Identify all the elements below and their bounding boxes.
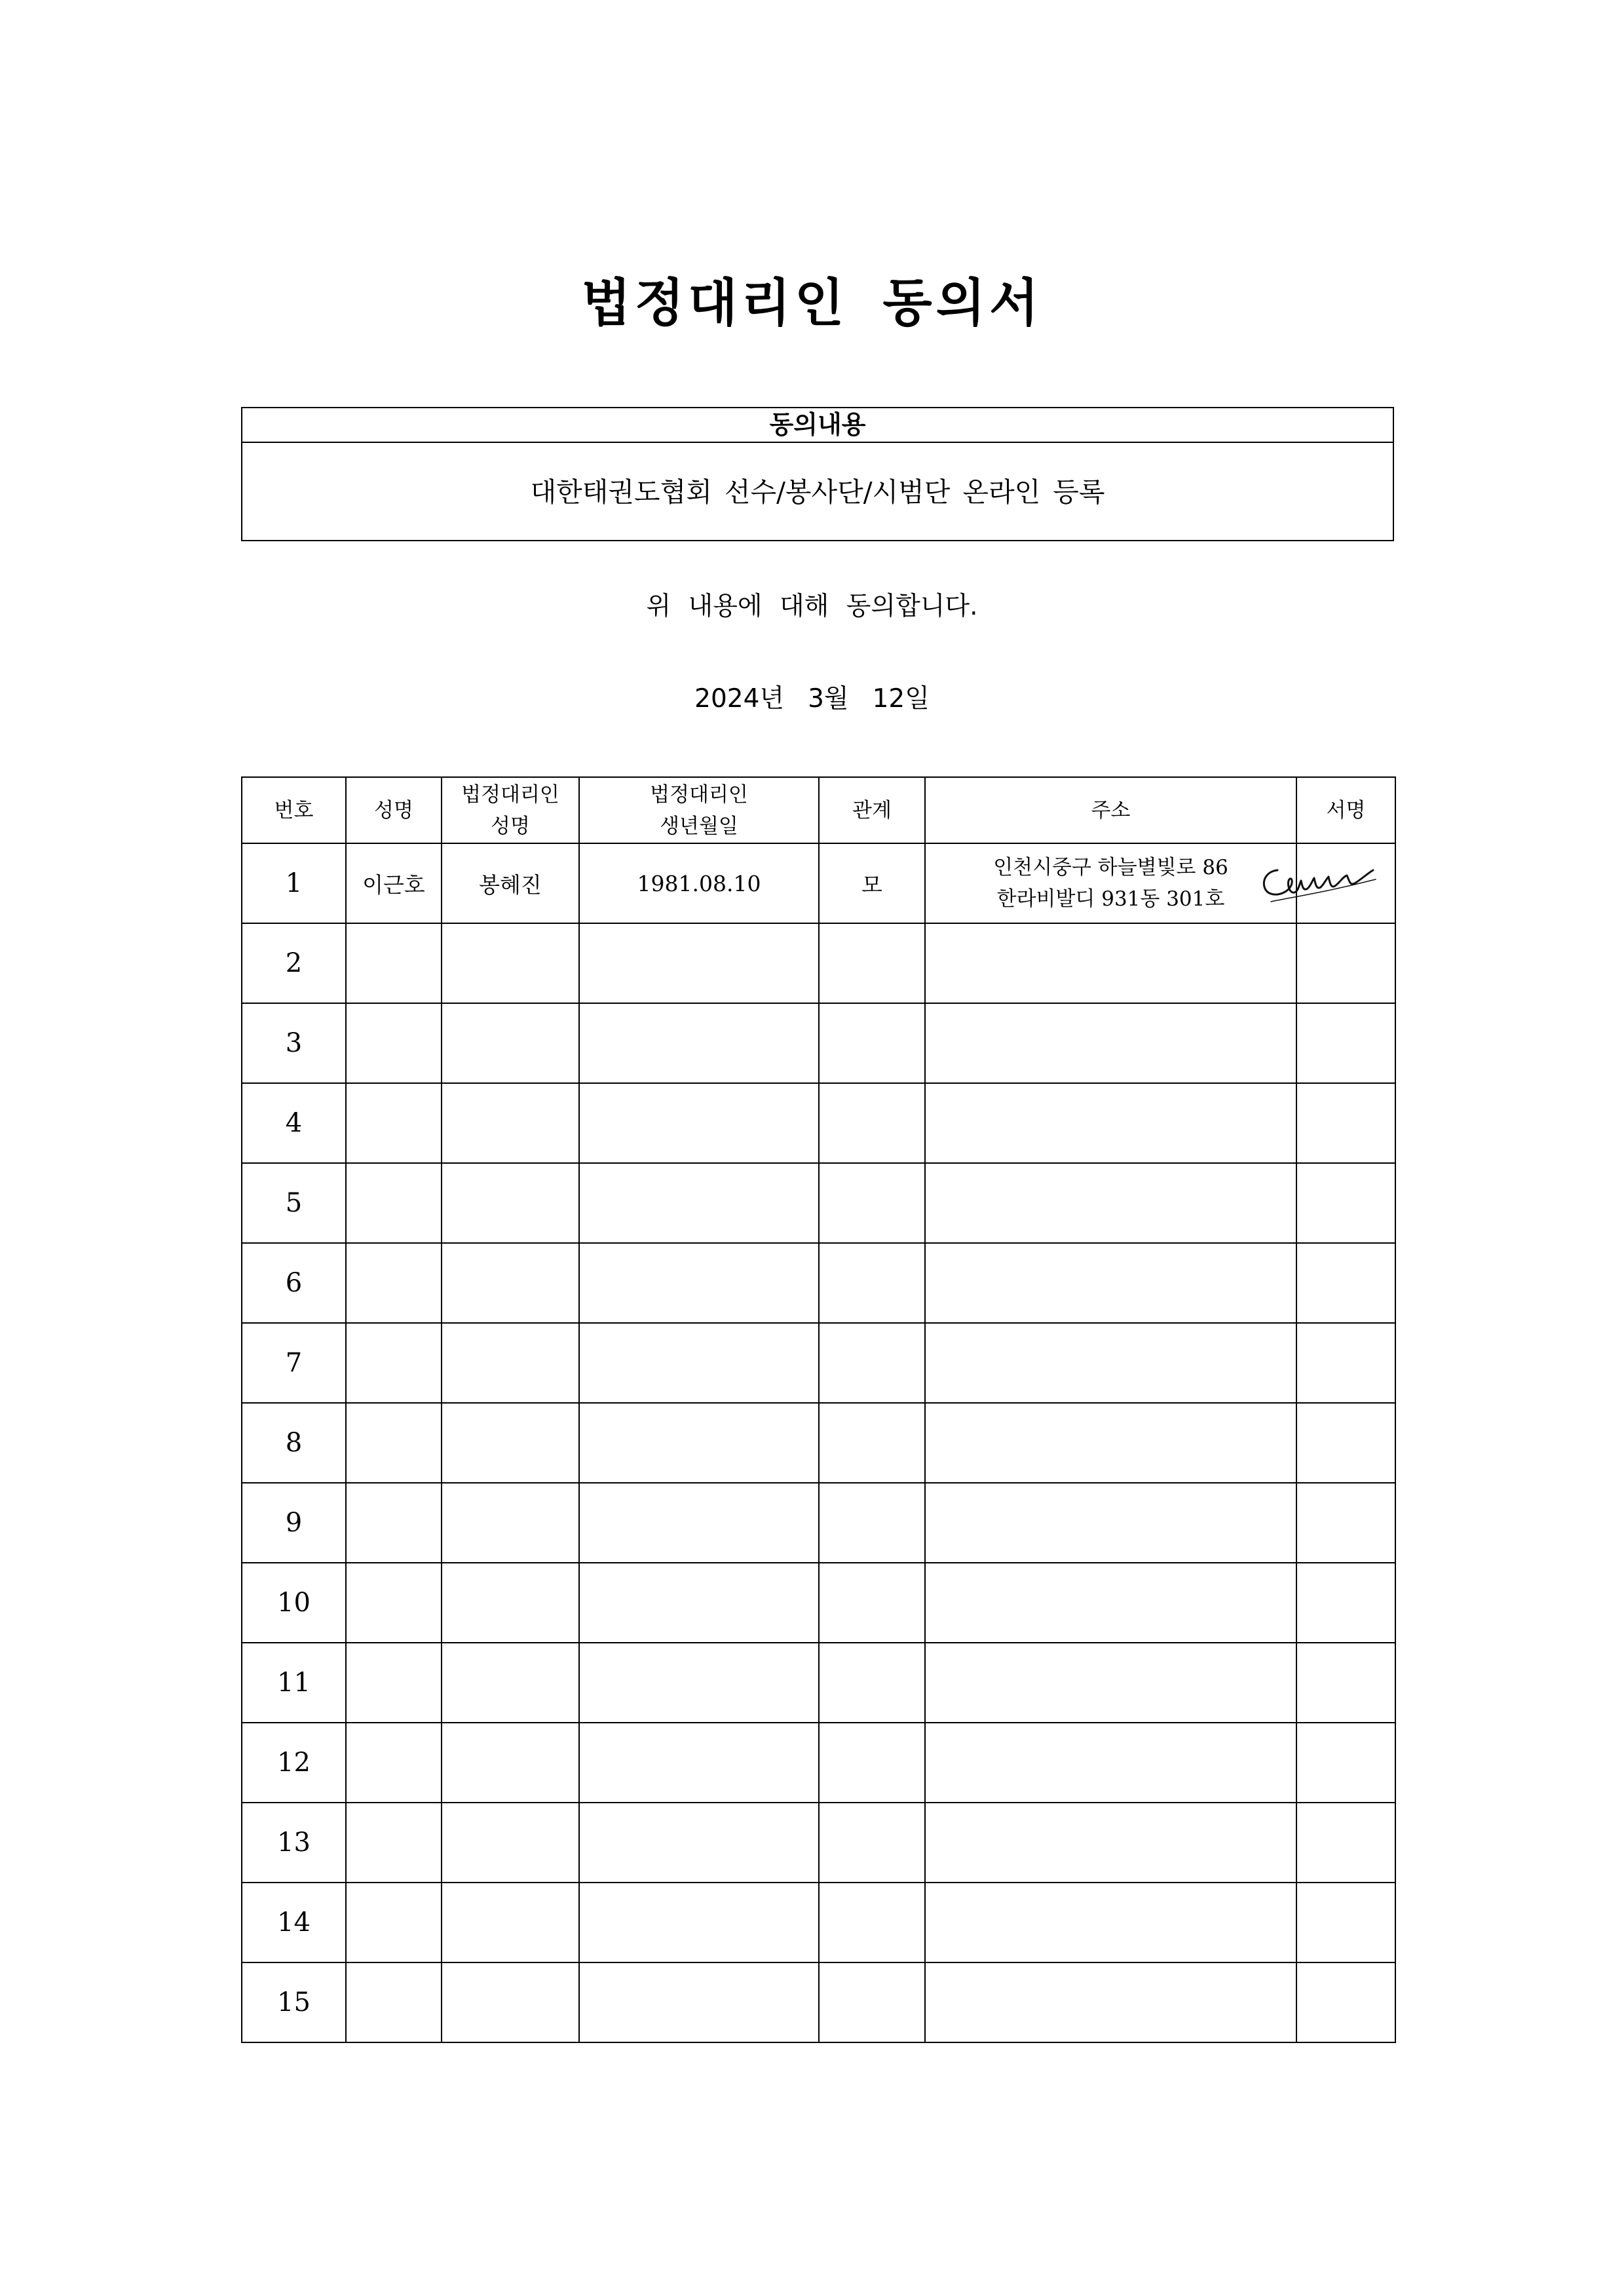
- cell-name[interactable]: [346, 1403, 442, 1483]
- table-row: [242, 1723, 1395, 1803]
- header-name: 성명: [346, 777, 442, 843]
- header-relation: 관계: [819, 777, 925, 843]
- cell-address[interactable]: [925, 1243, 1296, 1323]
- cell-no: 10: [242, 1563, 346, 1643]
- cell-guardian-birth[interactable]: [579, 1403, 819, 1483]
- cell-no: 5: [242, 1163, 346, 1243]
- cell-address[interactable]: [925, 1403, 1296, 1483]
- cell-address[interactable]: [925, 1883, 1296, 1962]
- cell-guardian-name[interactable]: [442, 1243, 579, 1323]
- cell-name[interactable]: [346, 1163, 442, 1243]
- cell-guardian-name[interactable]: [442, 1563, 579, 1643]
- cell-guardian-name[interactable]: [442, 1883, 579, 1962]
- cell-address[interactable]: [925, 1563, 1296, 1643]
- cell-guardian-birth[interactable]: [579, 1803, 819, 1883]
- date-day: 12일: [872, 684, 930, 714]
- cell-signature[interactable]: [1296, 843, 1395, 923]
- cell-name[interactable]: [346, 923, 442, 1003]
- handwritten-signature: [1251, 851, 1415, 916]
- consent-box: [241, 407, 1394, 541]
- cell-no: 8: [242, 1403, 346, 1483]
- cell-no: 4: [242, 1083, 346, 1163]
- table-row: [242, 1323, 1395, 1403]
- cell-guardian-birth[interactable]: [579, 1723, 819, 1803]
- cell-name[interactable]: 이근호: [346, 843, 442, 923]
- cell-relation[interactable]: [819, 1243, 925, 1323]
- cell-guardian-birth[interactable]: 1981.08.10: [579, 843, 819, 923]
- consent-header: 동의내용: [242, 408, 1393, 443]
- cell-relation[interactable]: [819, 1323, 925, 1403]
- cell-guardian-name[interactable]: [442, 1643, 579, 1723]
- cell-signature[interactable]: [1296, 1643, 1395, 1723]
- table-header-row: [242, 777, 1395, 843]
- table-row: [242, 1163, 1395, 1243]
- header-guardian-name: 법정대리인 성명: [442, 777, 579, 843]
- cell-name[interactable]: [346, 1962, 442, 2042]
- cell-guardian-birth[interactable]: [579, 1003, 819, 1083]
- cell-guardian-birth[interactable]: [579, 1323, 819, 1403]
- cell-signature[interactable]: [1296, 1563, 1395, 1643]
- cell-relation[interactable]: [819, 1003, 925, 1083]
- cell-signature[interactable]: [1296, 1962, 1395, 2042]
- cell-guardian-name[interactable]: [442, 1723, 579, 1803]
- cell-name[interactable]: [346, 1083, 442, 1163]
- cell-address[interactable]: 인천시중구 하늘별빛로 86 한라비발디 931동 301호: [925, 843, 1296, 923]
- cell-no: 9: [242, 1483, 346, 1563]
- cell-guardian-name[interactable]: [442, 1803, 579, 1883]
- date-month: 3월: [808, 684, 849, 714]
- cell-relation[interactable]: [819, 1483, 925, 1563]
- table-row: [242, 1083, 1395, 1163]
- cell-name[interactable]: [346, 1643, 442, 1723]
- cell-name[interactable]: [346, 1803, 442, 1883]
- cell-signature[interactable]: [1296, 923, 1395, 1003]
- cell-address[interactable]: [925, 1003, 1296, 1083]
- cell-guardian-name[interactable]: [442, 1483, 579, 1563]
- cell-name[interactable]: [346, 1563, 442, 1643]
- header-signature: 서명: [1296, 777, 1395, 843]
- cell-guardian-name[interactable]: [442, 1163, 579, 1243]
- cell-guardian-name[interactable]: [442, 1083, 579, 1163]
- cell-guardian-birth[interactable]: [579, 1883, 819, 1962]
- cell-signature[interactable]: [1296, 1083, 1395, 1163]
- table-row: [242, 1563, 1395, 1643]
- cell-relation[interactable]: 모: [819, 843, 925, 923]
- date-year: 2024년: [694, 684, 785, 714]
- cell-no: 14: [242, 1883, 346, 1962]
- cell-signature[interactable]: [1296, 1323, 1395, 1403]
- cell-guardian-birth[interactable]: [579, 1243, 819, 1323]
- cell-guardian-birth[interactable]: [579, 1962, 819, 2042]
- cell-no: 7: [242, 1323, 346, 1403]
- table-row: [242, 1803, 1395, 1883]
- cell-address[interactable]: [925, 1962, 1296, 2042]
- cell-relation[interactable]: [819, 1083, 925, 1163]
- table-row: [242, 1643, 1395, 1723]
- table-row: [242, 1883, 1395, 1962]
- cell-no: 1: [242, 843, 346, 923]
- cell-relation[interactable]: [819, 1803, 925, 1883]
- table-row: [242, 1243, 1395, 1323]
- consent-content: 대한태권도협회 선수/봉사단/시범단 온라인 등록: [530, 476, 1105, 508]
- cell-no: 6: [242, 1243, 346, 1323]
- table-row: [242, 843, 1395, 923]
- cell-guardian-name[interactable]: [442, 1962, 579, 2042]
- document-title: 법정대리인 동의서: [581, 274, 1043, 333]
- cell-no: 3: [242, 1003, 346, 1083]
- cell-relation[interactable]: [819, 1563, 925, 1643]
- cell-guardian-birth[interactable]: [579, 1483, 819, 1563]
- cell-signature[interactable]: [1296, 1483, 1395, 1563]
- cell-relation[interactable]: [819, 1643, 925, 1723]
- date-line: [0, 678, 1624, 715]
- cell-name[interactable]: [346, 1243, 442, 1323]
- cell-no: 13: [242, 1803, 346, 1883]
- cell-guardian-birth[interactable]: [579, 1563, 819, 1643]
- cell-name[interactable]: [346, 1883, 442, 1962]
- cell-no: 12: [242, 1723, 346, 1803]
- cell-relation[interactable]: [819, 1883, 925, 1962]
- cell-no: 11: [242, 1643, 346, 1723]
- cell-guardian-name[interactable]: [442, 1003, 579, 1083]
- cell-relation[interactable]: [819, 1163, 925, 1243]
- cell-signature[interactable]: [1296, 1403, 1395, 1483]
- cell-address[interactable]: [925, 1803, 1296, 1883]
- cell-address[interactable]: [925, 1723, 1296, 1803]
- cell-guardian-name[interactable]: [442, 923, 579, 1003]
- cell-name[interactable]: [346, 1483, 442, 1563]
- cell-guardian-name[interactable]: [442, 1323, 579, 1403]
- cell-signature[interactable]: [1296, 1883, 1395, 1962]
- cell-signature[interactable]: [1296, 1003, 1395, 1083]
- table-row: [242, 1003, 1395, 1083]
- table-row: [242, 923, 1395, 1003]
- cell-name[interactable]: [346, 1323, 442, 1403]
- cell-address[interactable]: [925, 923, 1296, 1003]
- cell-address[interactable]: [925, 1483, 1296, 1563]
- cell-guardian-birth[interactable]: [579, 1083, 819, 1163]
- cell-guardian-name[interactable]: [442, 1403, 579, 1483]
- table-row: [242, 1962, 1395, 2042]
- cell-guardian-birth[interactable]: [579, 1643, 819, 1723]
- cell-guardian-name[interactable]: 봉혜진: [442, 843, 579, 923]
- cell-guardian-birth[interactable]: [579, 923, 819, 1003]
- cell-name[interactable]: [346, 1003, 442, 1083]
- header-guardian-birth: 법정대리인 생년월일: [579, 777, 819, 843]
- table-row: [242, 1403, 1395, 1483]
- cell-address[interactable]: [925, 1163, 1296, 1243]
- cell-name[interactable]: [346, 1723, 442, 1803]
- cell-address[interactable]: [925, 1323, 1296, 1403]
- guardian-table: [241, 776, 1396, 2043]
- cell-relation[interactable]: [819, 1723, 925, 1803]
- cell-no: 2: [242, 923, 346, 1003]
- cell-signature[interactable]: [1296, 1163, 1395, 1243]
- cell-signature[interactable]: [1296, 1243, 1395, 1323]
- cell-signature[interactable]: [1296, 1803, 1395, 1883]
- cell-address[interactable]: [925, 1643, 1296, 1723]
- cell-relation[interactable]: [819, 923, 925, 1003]
- cell-relation[interactable]: [819, 1962, 925, 2042]
- header-address: 주소: [925, 777, 1296, 843]
- table-row: [242, 1483, 1395, 1563]
- cell-no: 15: [242, 1962, 346, 2042]
- cell-guardian-birth[interactable]: [579, 1163, 819, 1243]
- cell-signature[interactable]: [1296, 1723, 1395, 1803]
- agreement-statement: 위 내용에 대해 동의합니다.: [646, 592, 978, 621]
- cell-relation[interactable]: [819, 1403, 925, 1483]
- header-no: 번호: [242, 777, 346, 843]
- cell-address[interactable]: [925, 1083, 1296, 1163]
